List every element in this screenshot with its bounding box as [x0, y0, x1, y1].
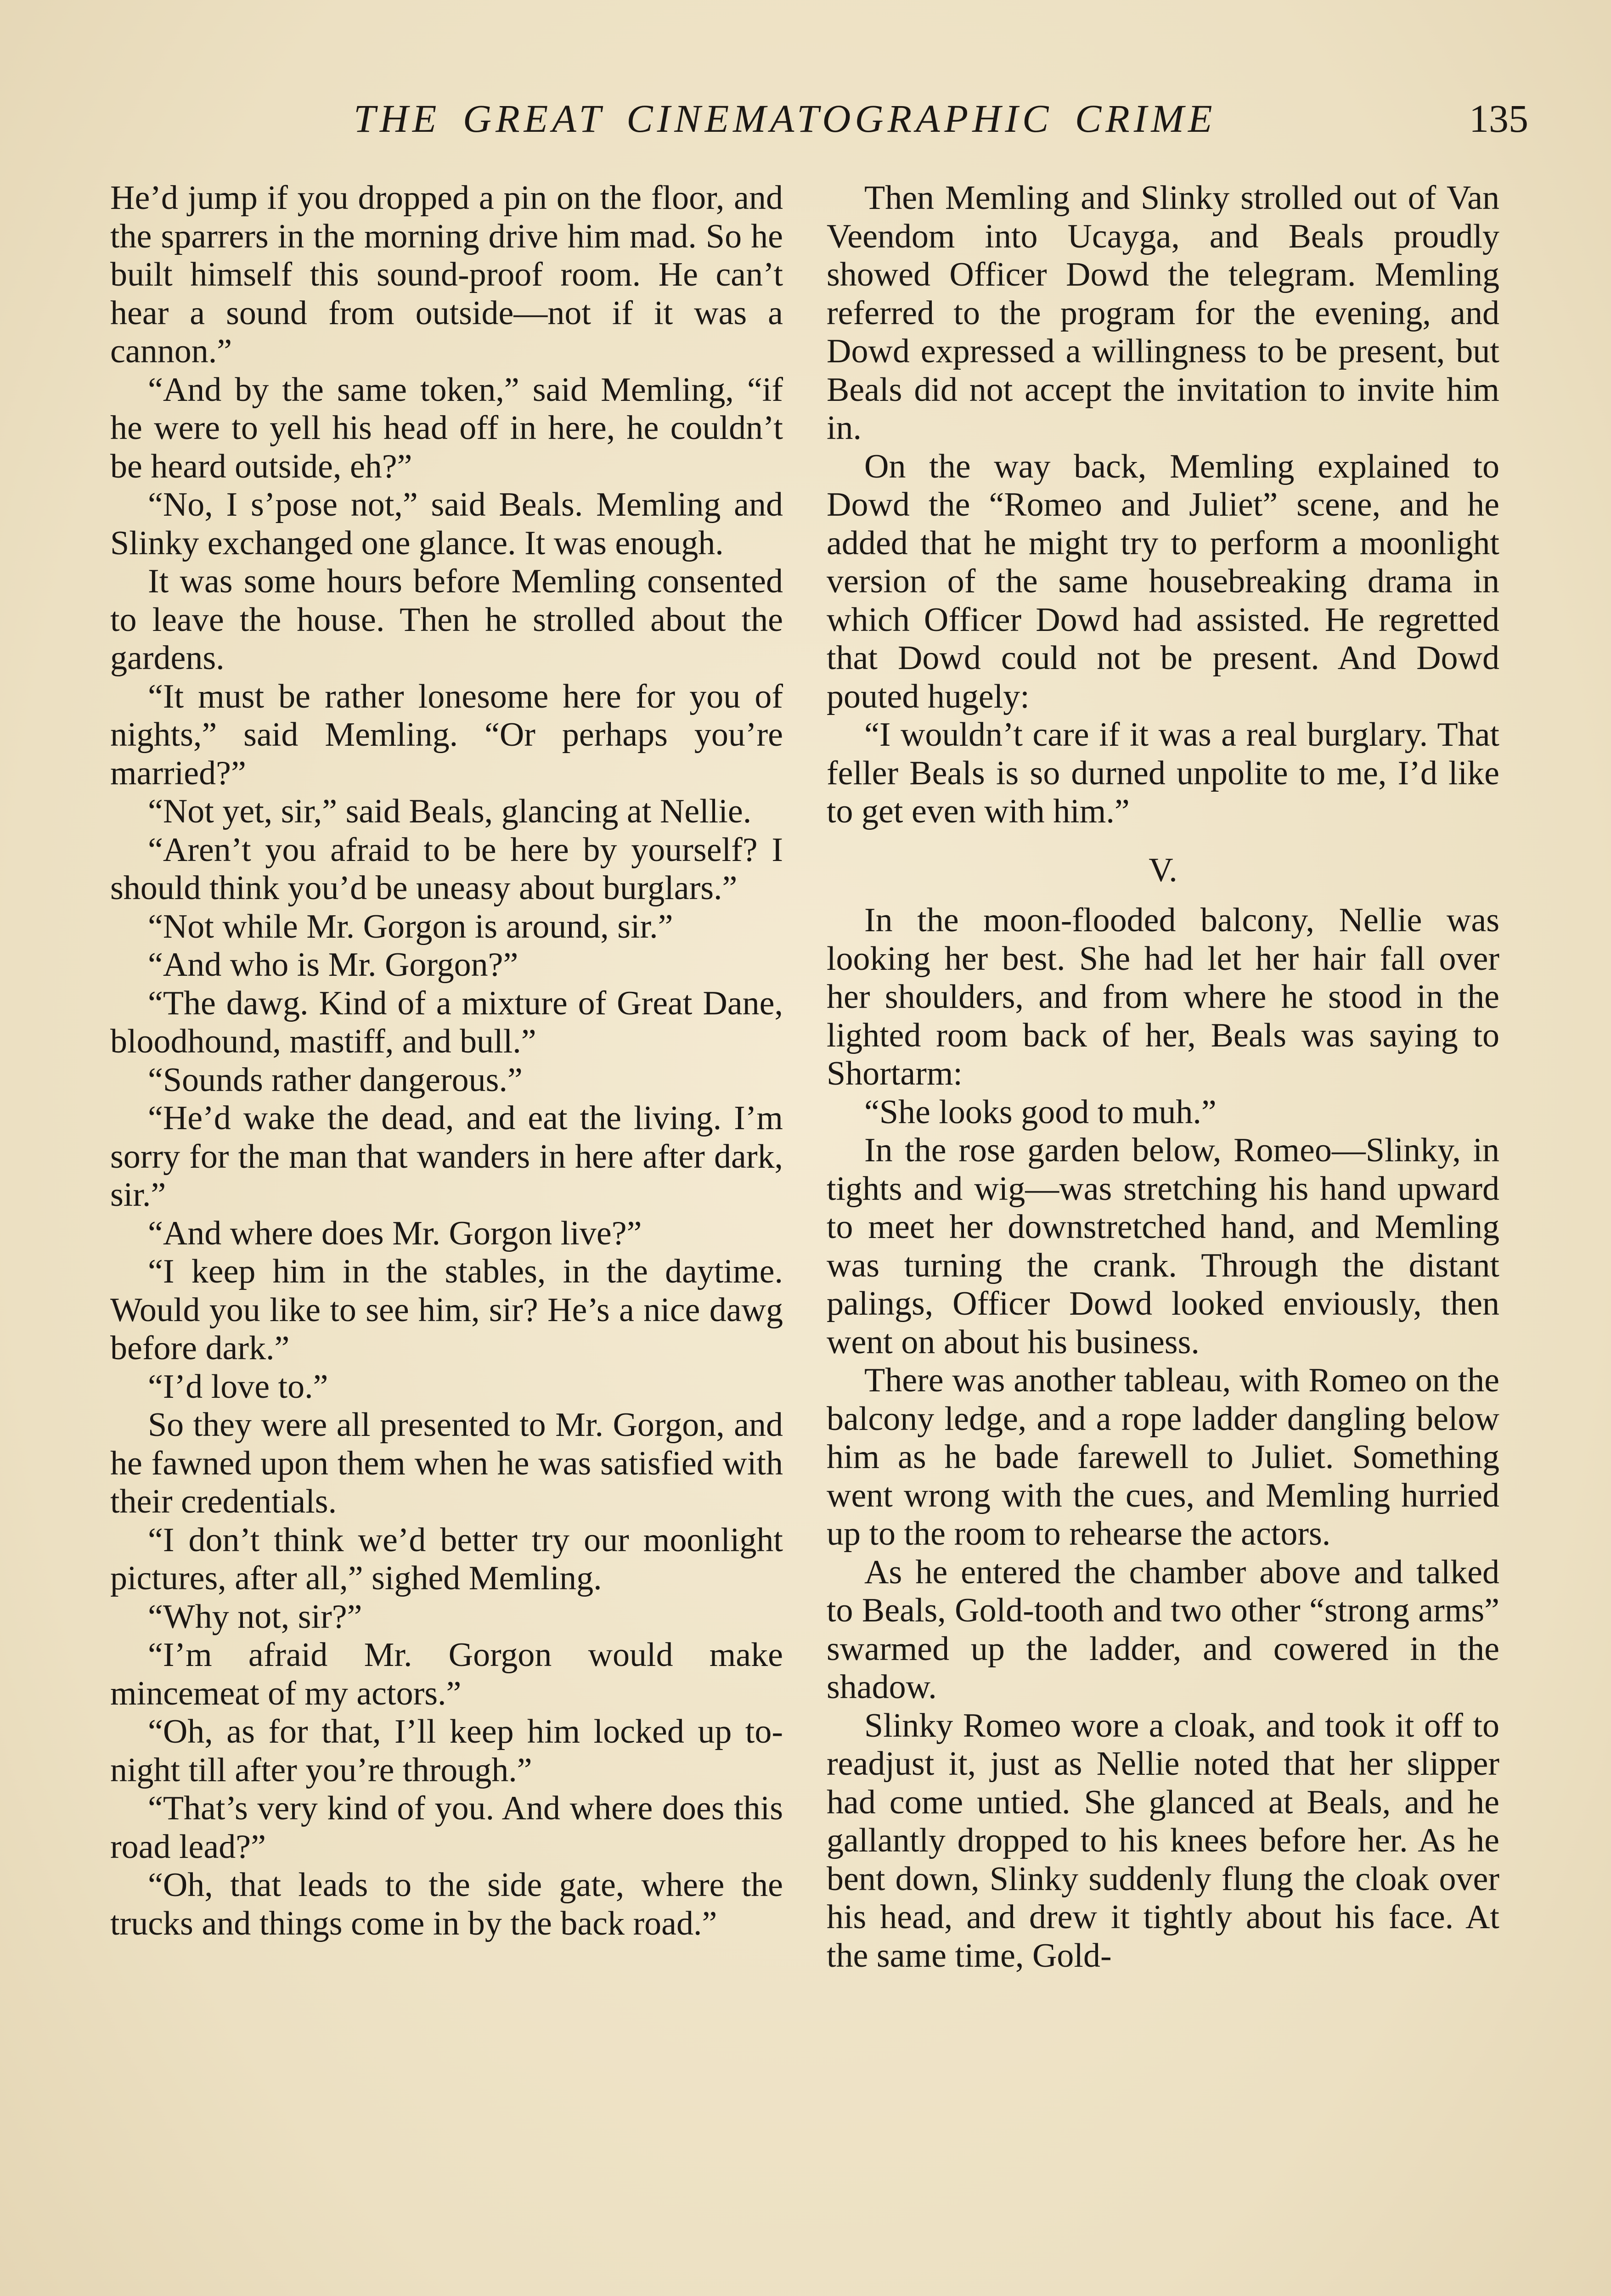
paragraph: “And where does Mr. Gorgon live?”	[148, 1214, 642, 1252]
right-column-after-section	[827, 901, 1499, 1975]
paragraph: It was some hours before Memling consented to leave the house. Then he strolled about the gardens.	[110, 563, 783, 677]
paragraph: “No, I s’pose not,” said Beals. Memling and Slinky exchanged one glance. It was enough.	[110, 486, 783, 562]
paragraph: “Oh, as for that, I’ll keep him locked up to-night till after you’re through.”	[110, 1713, 783, 1789]
paragraph: In the rose garden below, Romeo—Slinky, in tights and wig—was stretching his hand upward to meet her downstretched hand, and Memling was turning the crank. Through the distant palings, Officer Dowd looked enviously, then went on about his business.	[827, 1131, 1499, 1361]
paragraph: “And who is Mr. Gorgon?”	[148, 946, 518, 984]
paragraph: Slinky Romeo wore a cloak, and took it off to readjust it, just as Nellie noted that her slipper had come untied. She glanced at Beals, and he gallantly dropped to his knees before her. As he bent down, Slinky suddenly flung the cloak over his head, and drew it tightly about his face. At the same time, Gold-	[827, 1706, 1499, 1975]
right-column-before-section	[827, 179, 1499, 831]
paragraph: Then Memling and Slinky strolled out of Van Veendom into Ucayga, and Beals proudly showed Officer Dowd the telegram. Memling referred to the program for the evening, and Dowd expressed a willingness to be present, but Beals did not accept the invitation to invite him in.	[827, 179, 1499, 447]
paragraph: As he entered the chamber above and talked to Beals, Gold-tooth and two other “strong arms” swarmed up the ladder, and cowered in the shadow.	[827, 1553, 1499, 1706]
paragraph: “Aren’t you afraid to be here by yourself? I should think you’d be uneasy about burglars.”	[110, 831, 783, 907]
paragraph: “Why not, sir?”	[148, 1598, 362, 1636]
running-head	[106, 96, 1528, 151]
paragraph: On the way back, Memling explained to Dowd the “Romeo and Juliet” scene, and he added that he might try to perform a moonlight version of the same housebreaking drama in which Officer Dowd had assisted. He regretted that Dowd could not be present. And Dowd pouted hugely:	[827, 447, 1499, 715]
left-column	[110, 179, 783, 1943]
page-number: 135	[1469, 96, 1528, 141]
paragraph: “Not yet, sir,” said Beals, glancing at Nellie.	[148, 793, 752, 830]
paragraph: “And by the same token,” said Memling, “if he were to yell his head off in here, he couldn’t be heard outside, eh?”	[110, 371, 783, 485]
paragraph: “I’d love to.”	[148, 1367, 328, 1406]
paragraph: “Not while Mr. Gorgon is around, sir.”	[148, 907, 673, 945]
paragraph: “She looks good to muh.”	[864, 1093, 1217, 1131]
paragraph: “I wouldn’t care if it was a real burglary. That feller Beals is so durned unpolite to me, I’d like to get even with him.”	[827, 716, 1499, 830]
paragraph: “I’m afraid Mr. Gorgon would make mincemeat of my actors.”	[110, 1636, 783, 1712]
running-title: THE GREAT CINEMATOGRAPHIC CRIME	[354, 96, 1217, 141]
paragraph: “I keep him in the stables, in the daytime. Would you like to see him, sir? He’s a nice dawg before dark.”	[110, 1253, 783, 1367]
paragraph: There was another tableau, with Romeo on the balcony ledge, and a rope ladder dangling below him as he bade farewell to Juliet. Something went wrong with the cues, and Memling hurried up to the room to rehearse the actors.	[827, 1362, 1499, 1553]
paragraph: “The dawg. Kind of a mixture of Great Dane, bloodhound, mastiff, and bull.”	[110, 984, 783, 1060]
paragraph: “I don’t think we’d better try our moonlight pictures, after all,” sighed Memling.	[110, 1521, 783, 1597]
paragraph: “Sounds rather dangerous.”	[148, 1061, 523, 1099]
paragraph: In the moon-flooded balcony, Nellie was looking her best. She had let her hair fall over her shoulders, and from where he stood in the lighted room back of her, Beals was saying to Shortarm:	[827, 901, 1499, 1092]
paragraph: So they were all presented to Mr. Gorgon, and he fawned upon them when he was satisfied with their credentials.	[110, 1406, 783, 1520]
paragraph: “That’s very kind of you. And where does this road lead?”	[110, 1790, 783, 1866]
paragraph: He’d jump if you dropped a pin on the floor, and the sparrers in the morning drive him mad. So he built himself this sound-proof room. He can’t hear a sound from outside—not if it was a cannon.”	[110, 179, 783, 370]
section-numeral: V.	[1149, 851, 1177, 889]
paragraph: “It must be rather lonesome here for you of nights,” said Memling. “Or perhaps you’re married?”	[110, 677, 783, 792]
paragraph: “He’d wake the dead, and eat the living. I’m sorry for the man that wanders in here after dark, sir.”	[110, 1099, 783, 1214]
right-column	[827, 179, 1499, 1975]
paragraph: “Oh, that leads to the side gate, where the trucks and things come in by the back road.”	[110, 1866, 783, 1942]
